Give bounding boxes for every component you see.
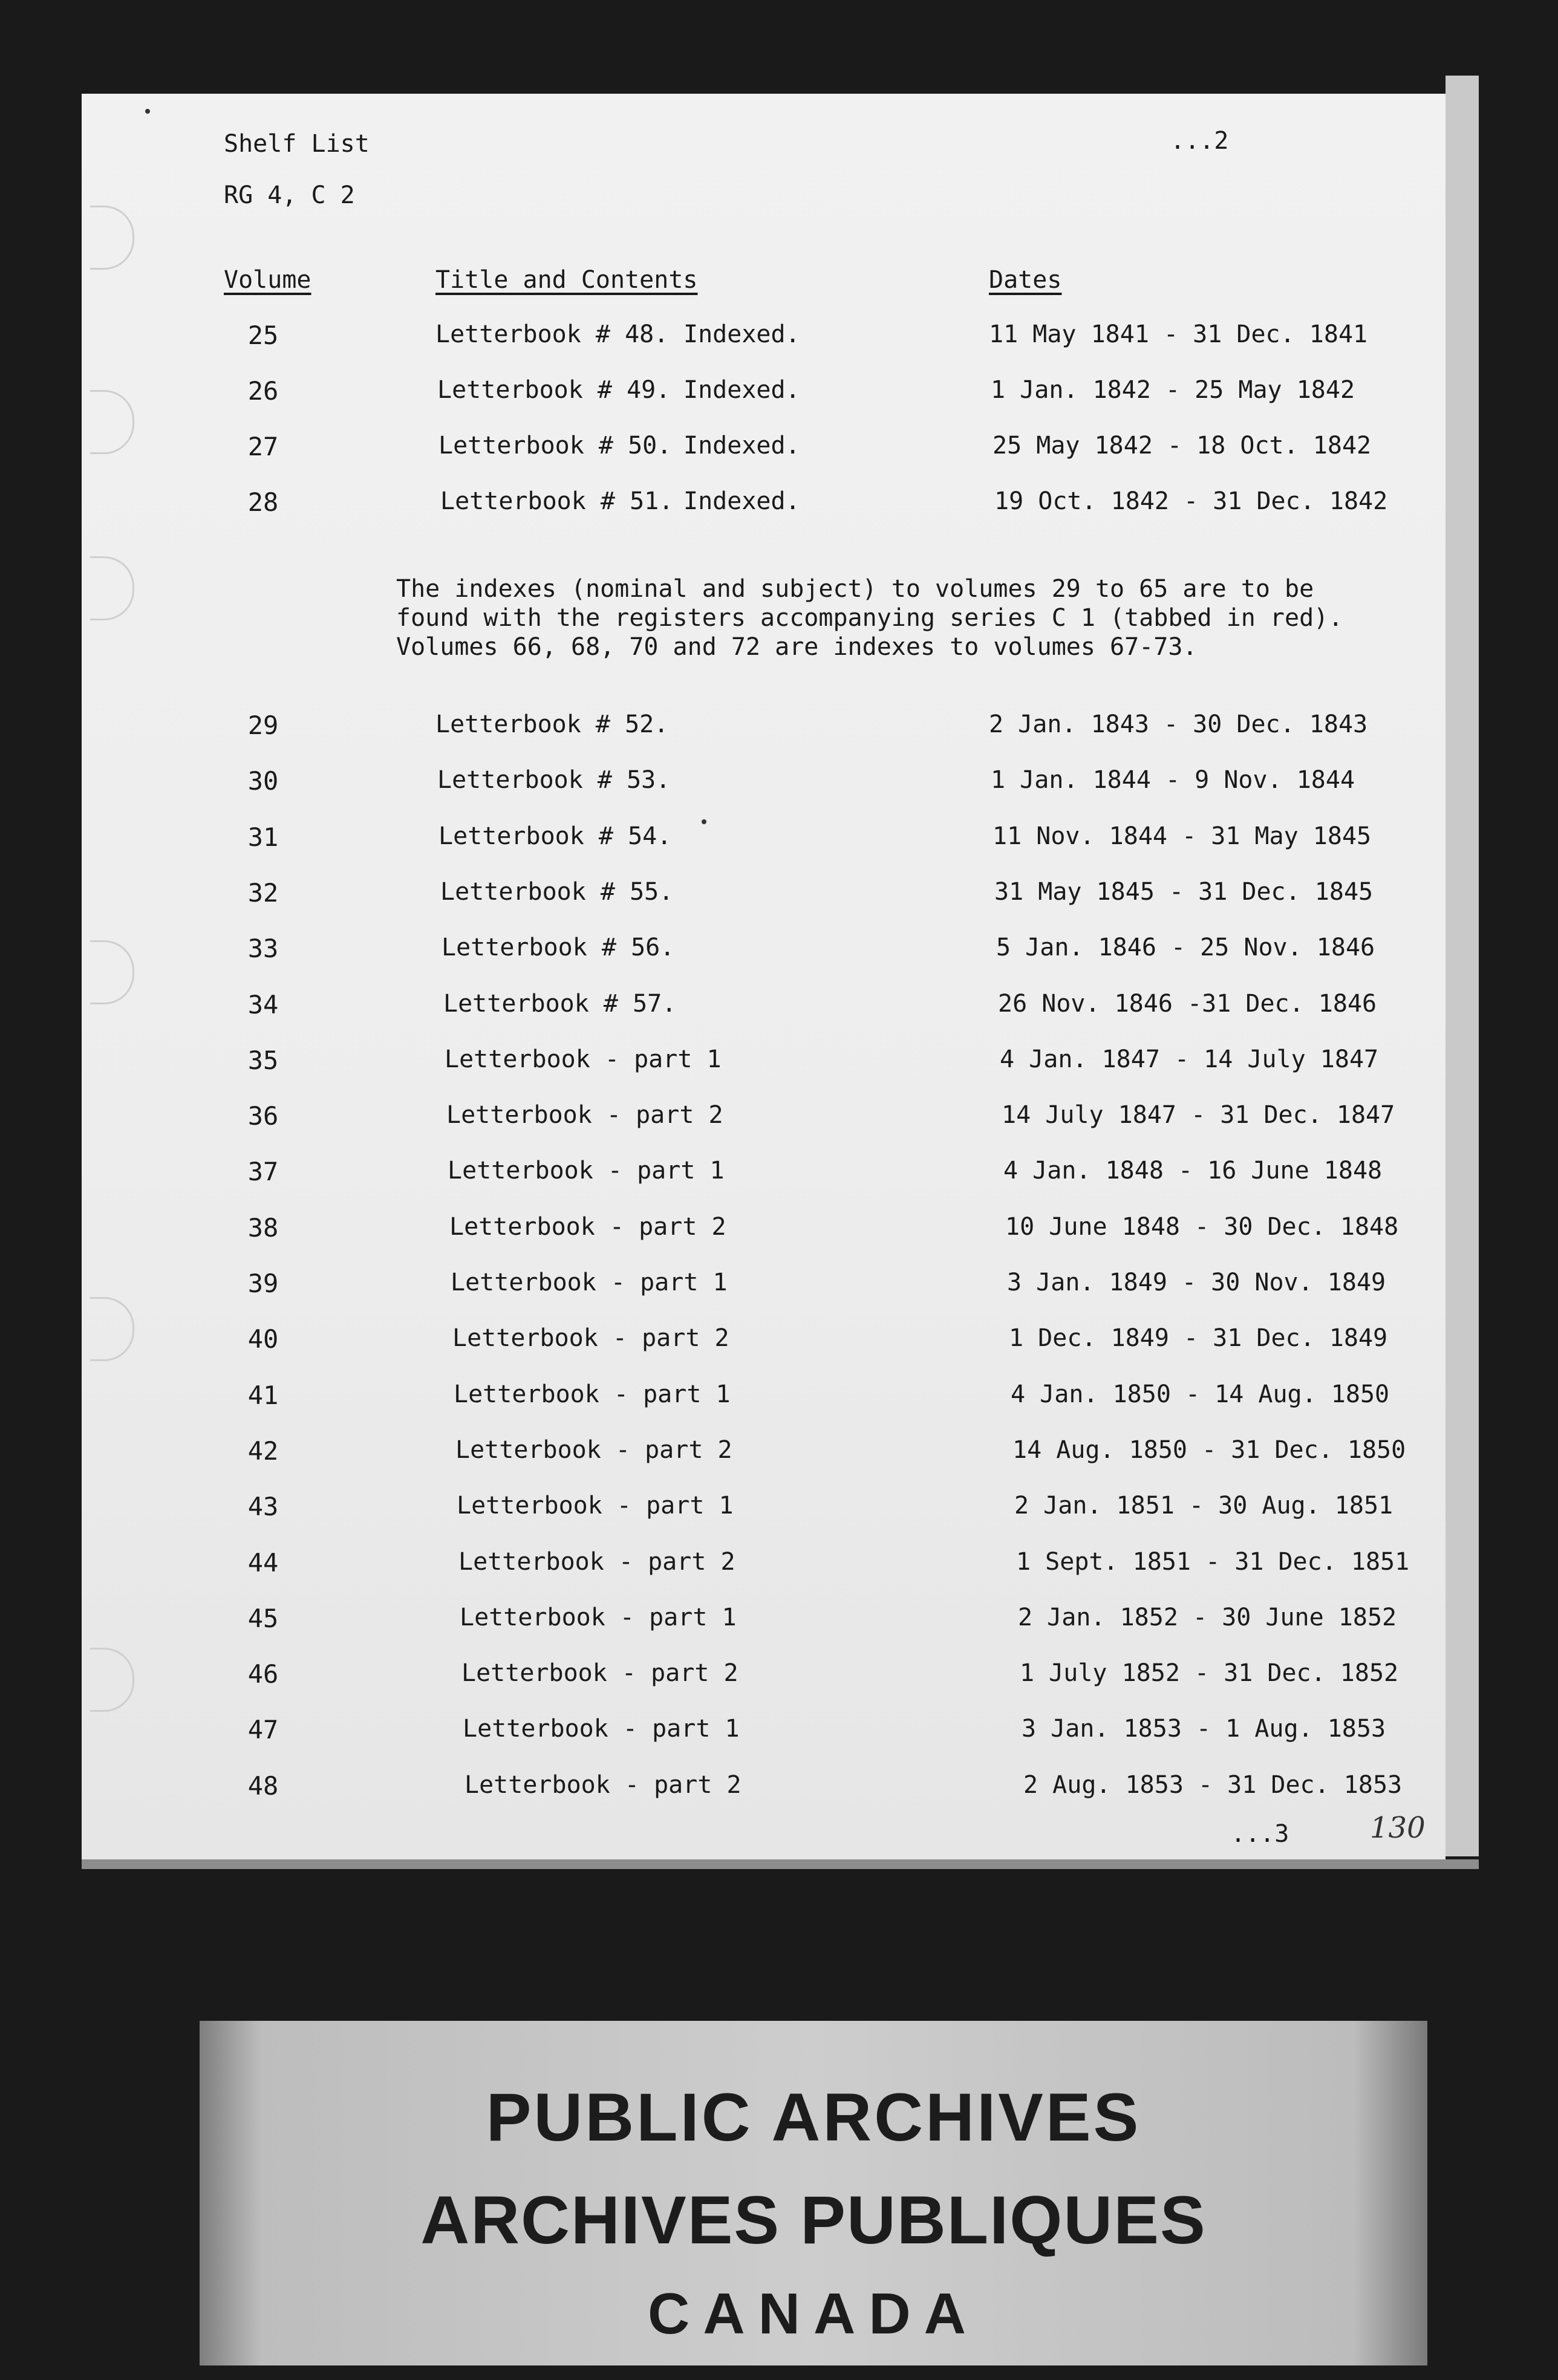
table-row — [82, 1269, 1446, 1305]
title-cell: Letterbook # 50. — [438, 432, 672, 460]
table-row — [82, 1324, 1446, 1361]
volume-number: 29 — [247, 710, 279, 740]
title-cell: Letterbook - part 1 — [457, 1492, 734, 1520]
note-paragraph — [396, 574, 1343, 662]
note-line: found with the registers accompanying series C 1 (tabbed in red). — [396, 604, 1343, 632]
title-cell: Letterbook - part 2 — [458, 1547, 735, 1576]
punch-hole — [90, 556, 134, 620]
volume-number: 26 — [247, 376, 279, 406]
volume-number: 34 — [247, 989, 279, 1019]
title-cell: Letterbook - part 1 — [463, 1715, 740, 1743]
table-row — [82, 1101, 1446, 1137]
volume-number: 33 — [247, 934, 279, 964]
title-cell: Letterbook # 51. — [440, 487, 674, 515]
dates-cell: 1 Sept. 1851 - 31 Dec. 1851 — [1016, 1547, 1410, 1576]
table-row — [82, 934, 1446, 970]
speck — [145, 109, 150, 114]
table-row — [82, 1659, 1446, 1696]
table-row — [82, 1380, 1446, 1417]
volume-number: 42 — [247, 1435, 279, 1466]
document-page — [82, 94, 1446, 1859]
volume-number: 27 — [247, 432, 279, 461]
table-row — [82, 1492, 1446, 1528]
dates-cell: 4 Jan. 1848 - 16 June 1848 — [1003, 1157, 1383, 1185]
column-header-dates: Dates — [989, 266, 1062, 294]
column-header-volume: Volume — [224, 266, 311, 294]
dates-cell: 10 June 1848 - 30 Dec. 1848 — [1005, 1212, 1399, 1241]
volume-number: 32 — [247, 877, 279, 908]
dates-cell: 2 Jan. 1843 - 30 Dec. 1843 — [989, 710, 1368, 738]
record-group-label: RG 4, C 2 — [224, 181, 355, 209]
next-page-marker: ...3 — [1231, 1820, 1289, 1848]
page-edge-shadow — [1446, 76, 1479, 1856]
title-cell: Letterbook - part 1 — [460, 1603, 737, 1631]
table-row — [82, 487, 1446, 524]
dates-cell: 1 Jan. 1842 - 25 May 1842 — [991, 376, 1355, 404]
volume-number: 39 — [247, 1269, 279, 1298]
note-line: The indexes (nominal and subject) to volumes 29 to 65 are to be — [396, 575, 1314, 603]
title-cell: Letterbook # 53. — [437, 766, 671, 795]
title-cell: Letterbook - part 1 — [454, 1380, 731, 1408]
volume-number: 36 — [247, 1101, 279, 1131]
table-row — [82, 710, 1446, 747]
table-row — [82, 320, 1446, 357]
title-cell: Letterbook - part 1 — [451, 1269, 728, 1296]
title-cell: Letterbook - part 2 — [452, 1324, 729, 1353]
dates-cell: 31 May 1845 - 31 Dec. 1845 — [994, 877, 1374, 906]
title-cell: Letterbook - part 2 — [461, 1659, 738, 1688]
table-row — [82, 1213, 1446, 1249]
volume-number: 47 — [247, 1715, 279, 1745]
volume-number: 37 — [247, 1157, 279, 1187]
title-cell: Letterbook # 48. — [435, 320, 669, 348]
table-row — [82, 990, 1446, 1026]
speck — [702, 819, 706, 824]
stamp-line-country: CANADA — [648, 2281, 979, 2346]
volume-number: 41 — [247, 1380, 279, 1410]
title-cell: Letterbook # 56. — [442, 934, 675, 962]
table-row — [82, 376, 1446, 412]
indexed-note: Indexed. — [683, 432, 800, 460]
shelf-list-label: Shelf List — [224, 130, 370, 158]
title-cell: Letterbook - part 1 — [445, 1045, 722, 1073]
dates-cell: 2 Jan. 1851 - 30 Aug. 1851 — [1014, 1492, 1393, 1520]
dates-cell: 1 Jan. 1844 - 9 Nov. 1844 — [991, 766, 1355, 795]
dates-cell: 26 Nov. 1846 -31 Dec. 1846 — [998, 989, 1377, 1018]
table-row — [82, 878, 1446, 914]
title-cell: Letterbook # 57. — [443, 989, 677, 1018]
table-row — [82, 1771, 1446, 1807]
table-row — [82, 1157, 1446, 1193]
volume-number: 38 — [247, 1212, 279, 1243]
table-row — [82, 1548, 1446, 1584]
title-cell: Letterbook - part 2 — [446, 1101, 723, 1130]
dates-cell: 3 Jan. 1849 - 30 Nov. 1849 — [1007, 1269, 1386, 1296]
note-line: Volumes 66, 68, 70 and 72 are indexes to volumes 67-73. — [396, 633, 1198, 661]
indexed-note: Indexed. — [683, 320, 800, 348]
title-cell: Letterbook - part 2 — [464, 1770, 742, 1799]
punch-hole — [90, 206, 134, 270]
volume-number: 25 — [247, 320, 279, 350]
volume-number: 44 — [247, 1547, 279, 1578]
archives-stamp — [200, 2021, 1427, 2365]
title-cell: Letterbook - part 1 — [448, 1157, 725, 1185]
dates-cell: 1 July 1852 - 31 Dec. 1852 — [1020, 1659, 1399, 1688]
indexed-note: Indexed. — [683, 487, 800, 515]
dates-cell: 14 Aug. 1850 - 31 Dec. 1850 — [1012, 1435, 1406, 1464]
stamp-line-french: ARCHIVES PUBLIQUES — [420, 2182, 1207, 2258]
column-header-title: Title and Contents — [435, 266, 698, 294]
dates-cell: 11 Nov. 1844 - 31 May 1845 — [992, 822, 1372, 850]
table-row — [82, 432, 1446, 468]
volume-number: 35 — [247, 1045, 279, 1075]
table-row — [82, 1045, 1446, 1082]
table-row — [82, 1604, 1446, 1640]
title-cell: Letterbook # 49. — [437, 376, 671, 404]
title-cell: Letterbook - part 2 — [455, 1435, 732, 1464]
dates-cell: 25 May 1842 - 18 Oct. 1842 — [992, 432, 1372, 460]
volume-number: 45 — [247, 1603, 279, 1633]
indexed-note: Indexed. — [683, 376, 800, 404]
dates-cell: 3 Jan. 1853 - 1 Aug. 1853 — [1022, 1715, 1386, 1743]
table-row — [82, 1436, 1446, 1472]
dates-cell: 11 May 1841 - 31 Dec. 1841 — [989, 320, 1368, 348]
dates-cell: 19 Oct. 1842 - 31 Dec. 1842 — [994, 487, 1388, 515]
table-row — [82, 766, 1446, 802]
page-number: ...2 — [1170, 127, 1229, 155]
dates-cell: 4 Jan. 1850 - 14 Aug. 1850 — [1011, 1380, 1390, 1408]
dates-cell: 1 Dec. 1849 - 31 Dec. 1849 — [1009, 1324, 1388, 1353]
volume-number: 48 — [247, 1770, 279, 1801]
dates-cell: 2 Aug. 1853 - 31 Dec. 1853 — [1023, 1770, 1403, 1799]
stamp-line-english: PUBLIC ARCHIVES — [486, 2079, 1141, 2155]
table-row — [82, 822, 1446, 859]
title-cell: Letterbook - part 2 — [449, 1212, 726, 1241]
title-cell: Letterbook # 52. — [435, 710, 669, 738]
dates-cell: 14 July 1847 - 31 Dec. 1847 — [1002, 1101, 1395, 1130]
title-cell: Letterbook # 55. — [440, 877, 674, 906]
dates-cell: 2 Jan. 1852 - 30 June 1852 — [1018, 1603, 1397, 1631]
page-bottom-shadow — [82, 1859, 1479, 1869]
table-row — [82, 1715, 1446, 1751]
volume-number: 40 — [247, 1324, 279, 1354]
volume-number: 31 — [247, 822, 279, 852]
volume-number: 30 — [247, 766, 279, 796]
handwritten-page-number: 130 — [1370, 1811, 1426, 1845]
volume-number: 28 — [247, 487, 279, 517]
volume-number: 43 — [247, 1492, 279, 1522]
title-cell: Letterbook # 54. — [438, 822, 672, 850]
dates-cell: 4 Jan. 1847 - 14 July 1847 — [1000, 1045, 1379, 1073]
volume-number: 46 — [247, 1659, 279, 1689]
dates-cell: 5 Jan. 1846 - 25 Nov. 1846 — [996, 934, 1375, 962]
